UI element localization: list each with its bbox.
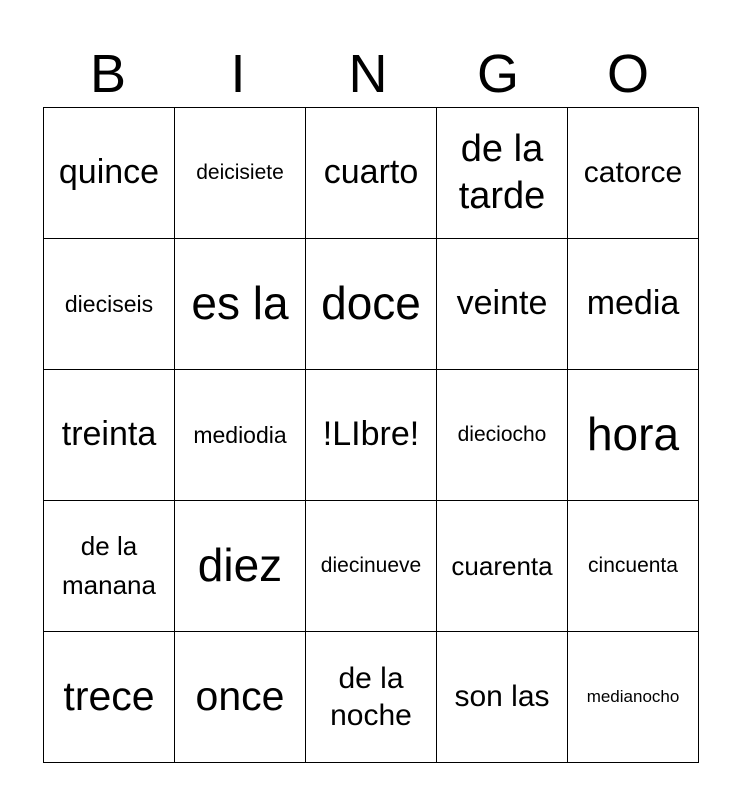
- board-cell: [44, 632, 175, 763]
- board-cell: [306, 501, 437, 632]
- board-cell: [175, 632, 306, 763]
- board-cell: [437, 239, 568, 370]
- board-cell: [306, 370, 437, 501]
- board-cell: [437, 370, 568, 501]
- board-cell: [568, 501, 699, 632]
- cell-text: medianocho: [586, 687, 680, 707]
- cell-text: deicisiete: [196, 160, 284, 184]
- header-letter-o: O: [606, 44, 649, 104]
- header-letter-g: G: [476, 44, 519, 104]
- header-letter-i: I: [230, 44, 246, 104]
- board-cell: [306, 108, 437, 239]
- cell-text: dieciocho: [457, 422, 547, 446]
- cell-text: doce: [321, 277, 421, 330]
- board-cell: [306, 239, 437, 370]
- board-cell: [175, 501, 306, 632]
- board-cell: [306, 632, 437, 763]
- board-cell: [175, 370, 306, 501]
- board-cell: [175, 239, 306, 370]
- cell-text: mediodia: [193, 421, 287, 448]
- cell-text: trece: [63, 673, 155, 720]
- cell-text: cuarto: [323, 153, 419, 192]
- cell-text: treinta: [61, 415, 157, 454]
- cell-text: de la noche: [330, 661, 412, 732]
- cell-text: catorce: [583, 156, 683, 190]
- board-row: [44, 501, 699, 632]
- board-row: [44, 370, 699, 501]
- cell-text: once: [195, 673, 285, 720]
- cell-text: es la: [191, 277, 289, 330]
- header-letter-n: N: [348, 44, 388, 104]
- board-cell: [568, 108, 699, 239]
- board-cell: [568, 632, 699, 763]
- board-cell: [568, 370, 699, 501]
- cell-text: dieciseis: [64, 290, 154, 317]
- board-cell: [437, 108, 568, 239]
- board-cell: [44, 501, 175, 632]
- board-cell: [437, 501, 568, 632]
- board-row: [44, 632, 699, 763]
- board-cell: [44, 239, 175, 370]
- board-cell: [437, 632, 568, 763]
- board-row: [44, 239, 699, 370]
- cell-text: son las: [454, 680, 550, 714]
- cell-text: hora: [586, 408, 680, 461]
- cell-text: veinte: [456, 284, 548, 323]
- board-cell: [44, 108, 175, 239]
- cell-text: de la tarde: [458, 127, 546, 217]
- board-cell: [44, 370, 175, 501]
- cell-text: quince: [58, 153, 160, 192]
- bingo-board: [43, 107, 699, 763]
- cell-text: diez: [197, 539, 283, 592]
- header-letter-b: B: [89, 44, 127, 104]
- board-cell: [568, 239, 699, 370]
- cell-text: cuarenta: [451, 550, 553, 581]
- board-row: [44, 108, 699, 239]
- cell-text: !LIbre!: [322, 415, 420, 454]
- bingo-header: [43, 40, 693, 108]
- cell-text: media: [586, 284, 680, 323]
- board-cell: [175, 108, 306, 239]
- cell-text: diecinueve: [320, 553, 422, 577]
- cell-text: cincuenta: [588, 553, 678, 577]
- cell-text: de la manana: [62, 531, 156, 600]
